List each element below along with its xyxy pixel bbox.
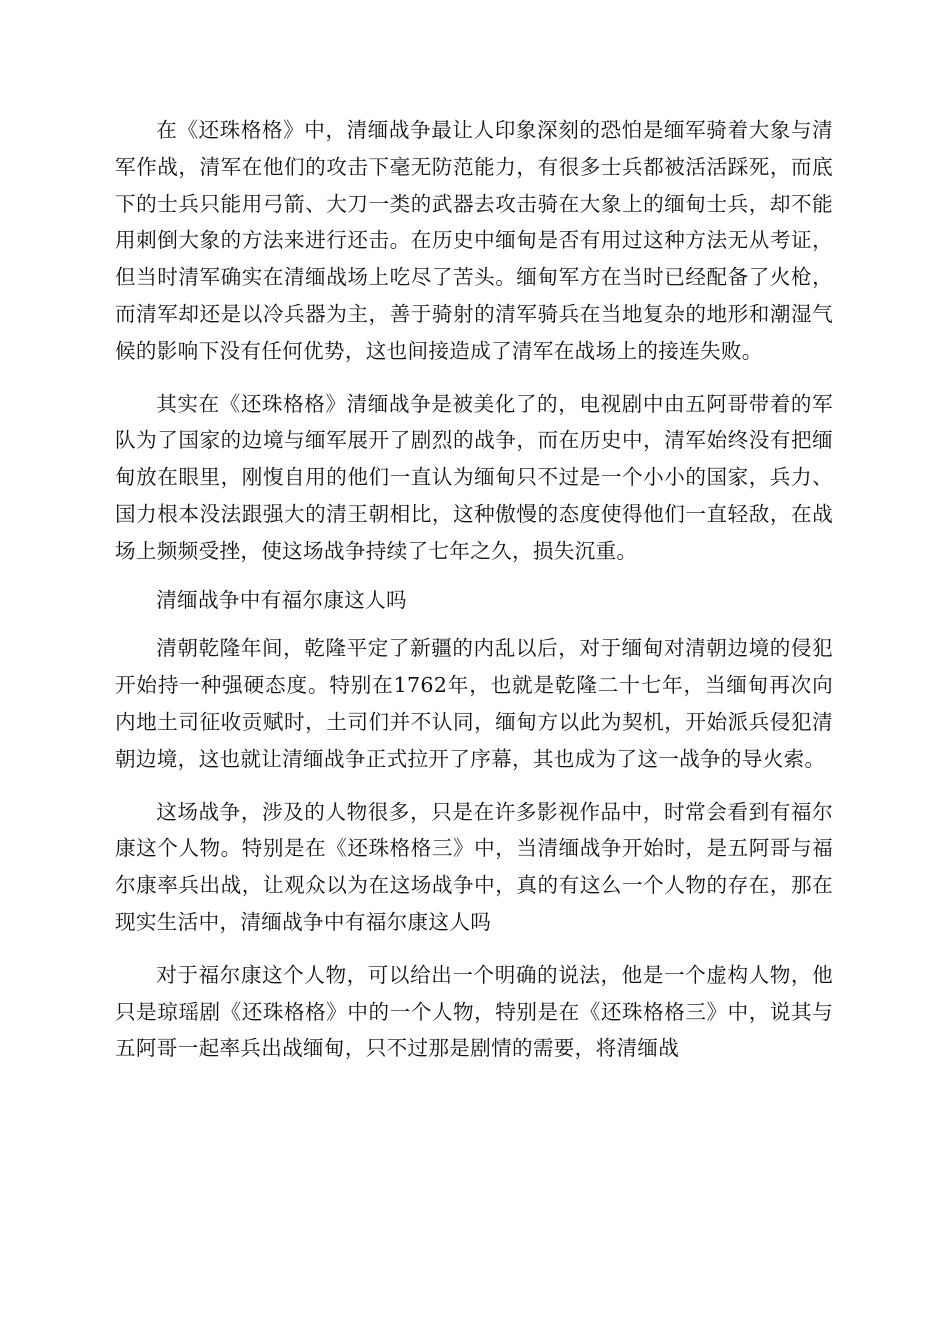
paragraph-tv-beautified: 其实在《还珠格格》清缅战争是被美化了的，电视剧中由五阿哥带着的军队为了国家的边境与缅军展开了剧烈的战争，而在历史中，清军始终没有把缅甸放在眼里，刚愎自用的他们一直认为缅甸只不过是一个小小的国家，兵力、国力根本没法跟强大的清王朝相比，这种傲慢的态度使得他们一直轻敌，在战场上频频受挫，使这场战争持续了七年之久，损失沉重。: [115, 391, 833, 563]
paragraph-fictional-character: 对于福尔康这个人物，可以给出一个明确的说法，他是一个虚构人物，他只是琼瑶剧《还珠格格》中的一个人物，特别是在《还珠格格三》中，说其与五阿哥一起率兵出战缅甸，只不过那是剧情的需要，将清缅战: [115, 962, 833, 1061]
paragraph-characters: 这场战争，涉及的人物很多，只是在许多影视作品中，时常会看到有福尔康这个人物。特别是在《还珠格格三》中，当清缅战争开始时，是五阿哥与福尔康率兵出战，让观众以为在这场战争中，真的有这么一个人物的存在，那在现实生活中，清缅战争中有福尔康这人吗: [115, 799, 833, 934]
paragraph-elephant-battle: 在《还珠格格》中，清缅战争最让人印象深刻的恐怕是缅军骑着大象与清军作战，清军在他们的攻击下毫无防范能力，有很多士兵都被活活踩死，而底下的士兵只能用弓箭、大刀一类的武器去攻击骑在大象上的缅甸士兵，却不能用刺倒大象的方法来进行还击。在历史中缅甸是否有用过这种方法无从考证，但当时清军确实在清缅战场上吃尽了苦头。缅甸军方在当时已经配备了火枪，而清军却还是以冷兵器为主，善于骑射的清军骑兵在当地复杂的地形和潮湿气候的影响下没有任何优势，这也间接造成了清军在战场上的接连失败。: [115, 118, 833, 363]
paragraph-qianlong-era: 清朝乾隆年间，乾隆平定了新疆的内乱以后，对于缅甸对清朝边境的侵犯开始持一种强硬态度。特别在1762年，也就是乾隆二十七年，当缅甸再次向内地土司征收贡赋时，土司们并不认同，缅甸方以此为契机，开始派兵侵犯清朝边境，这也就让清缅战争正式拉开了序幕，其也成为了这一战争的导火索。: [115, 636, 833, 771]
section-heading-fu-erkang: 清缅战争中有福尔康这人吗: [156, 587, 407, 612]
document-page: [115, 112, 833, 1067]
